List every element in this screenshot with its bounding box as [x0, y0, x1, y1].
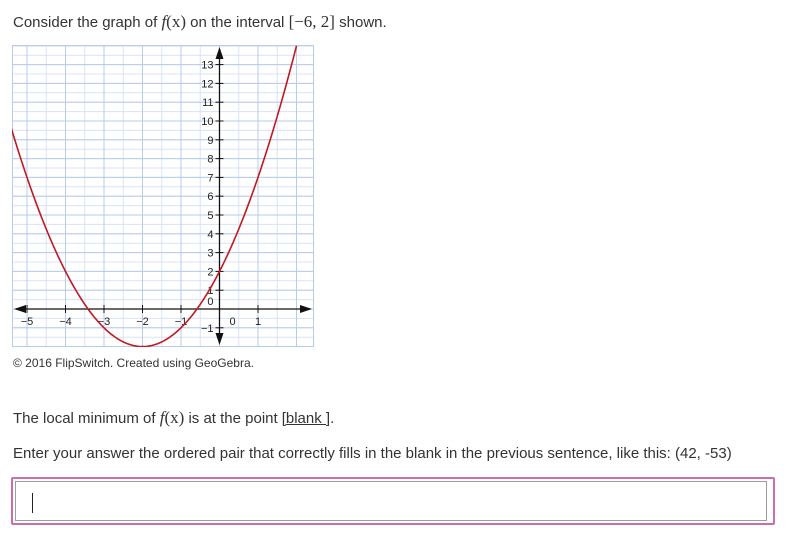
y-tick-label: 8: [207, 153, 214, 166]
x-tick-label: 0: [229, 316, 236, 328]
function-notation: [161, 12, 186, 31]
question-text-after: is at the point: [184, 410, 278, 427]
y-tick-label: 10: [201, 116, 214, 128]
function-argument: (x): [166, 12, 186, 31]
x-tick-label: −4: [59, 316, 72, 328]
y-tick-label: 5: [207, 210, 214, 222]
x-tick-label: −1: [174, 316, 188, 328]
prompt-text-after: shown.: [334, 14, 387, 31]
y-tick-label: 7: [207, 172, 214, 185]
text-cursor: [32, 493, 33, 513]
answer-input[interactable]: [15, 481, 767, 521]
answer-instruction: Enter your answer the ordered pair that correctly fills in the blank in the previous sentence, like this: (42, -53): [13, 445, 732, 462]
y-axis-arrow-down: [216, 333, 224, 345]
x-axis-arrow-right: [300, 305, 312, 313]
y-tick-label: 4: [207, 228, 214, 241]
y-tick-label: 3: [207, 247, 214, 260]
x-tick-label: −2: [136, 316, 149, 328]
y-tick-label: 9: [207, 134, 214, 147]
y-tick-label: 11: [202, 97, 214, 110]
question-text-before: The local minimum of: [13, 410, 160, 427]
y-tick-label: 13: [201, 59, 214, 72]
function-graph: [12, 45, 314, 347]
prompt-text-middle: on the interval: [186, 14, 289, 31]
graph-canvas: [12, 45, 314, 347]
question-function-name: f: [159, 408, 165, 427]
y-tick-label: 2: [207, 266, 214, 279]
graph-credit: © 2016 FlipSwitch. Created using GeoGebra.: [13, 356, 254, 370]
answer-field-frame: [11, 477, 775, 525]
blank-question: [13, 408, 334, 429]
prompt-text-before: Consider the graph of: [13, 14, 162, 31]
x-axis-arrow-left: [14, 305, 26, 313]
x-tick-label: −5: [20, 316, 34, 328]
problem-prompt: [13, 12, 387, 33]
blank-placeholder: [blank ]: [281, 410, 331, 427]
question-period: .: [330, 410, 335, 427]
y-tick-label: −1: [200, 322, 214, 335]
y-axis-arrow-up: [216, 47, 224, 59]
question-function-notation: [160, 408, 185, 427]
question-function-argument: (x): [164, 408, 185, 427]
y-tick-label: 6: [207, 191, 214, 204]
function-name: f: [161, 12, 167, 31]
y-tick-label: 0: [207, 296, 214, 308]
x-tick-label: 1: [254, 316, 262, 328]
interval-notation: [−6, 2]: [288, 12, 335, 31]
x-tick-label: −3: [97, 316, 111, 328]
y-tick-label: 12: [201, 78, 214, 91]
y-tick-label: 1: [207, 285, 214, 298]
